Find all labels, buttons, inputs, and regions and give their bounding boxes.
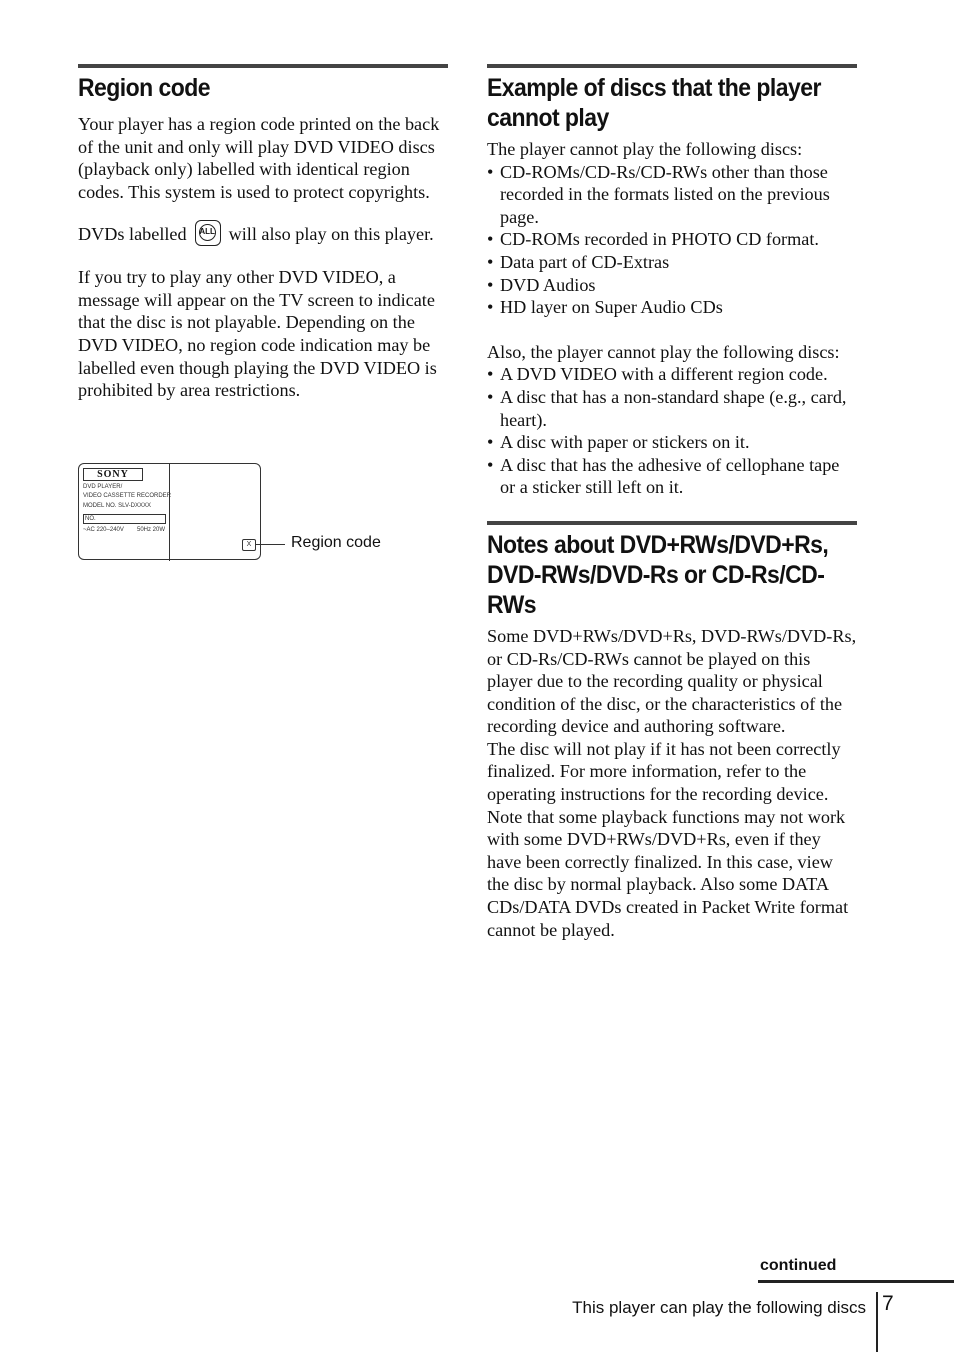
region-code-paragraph-1: Your player has a region code printed on the back of the unit and only will play DVD VIDEO discs (playback only) labelled with identical region codes. This system is used to protect copyrights. [78, 114, 440, 202]
label-hz-rating: 50Hz 20W [137, 527, 166, 533]
recordable-notes-heading: Notes about DVD+RWs/DVD+Rs, DVD-RWs/DVD-Rs or CD-Rs/CD-RWs [487, 530, 829, 619]
unplayable-discs-heading: Example of discs that the player cannot play [487, 74, 821, 132]
left-column [78, 64, 448, 402]
serial-no-box [83, 514, 166, 524]
unplayable-intro-1: The player cannot play the following discs: [487, 139, 803, 159]
continued-label: continued [760, 1257, 837, 1274]
all-region-icon [195, 220, 221, 246]
list-item: • A disc that has the adhesive of cellophane tape or a sticker still left on it. [487, 454, 857, 499]
label-model-no: MODEL NO. SLV-DXXXX [83, 503, 152, 509]
list-item: • DVD Audios [487, 274, 857, 297]
region-code-paragraph-3: If you try to play any other DVD VIDEO, a message will appear on the TV screen to indicate that the disc is not playable. Depending on the DVD VIDEO, no region code indication may be labelled even though playing the DVD VIDEO is prohibited by area restrictions. [78, 267, 437, 401]
label-divider [169, 464, 170, 561]
section-rule [487, 64, 857, 68]
right-column [487, 64, 857, 941]
region-code-body [78, 113, 448, 402]
list-item: • HD layer on Super Audio CDs [487, 296, 857, 319]
list-item: • A disc that has a non-standard shape (e.g., card, heart). [487, 386, 857, 431]
region-code-caption: Region code [291, 534, 381, 551]
all-label-text-before: DVDs labelled [78, 224, 187, 245]
region-code-label-diagram [78, 463, 408, 563]
recordable-notes-paragraph-1: Some DVD+RWs/DVD+Rs, DVD-RWs/DVD-Rs, or CD-Rs/CD-RWs cannot be played on this player due to the recording quality or physical condition of the disc, or the characteristics of the recording device and authoring software. [487, 625, 857, 737]
list-item: • CD-ROMs recorded in PHOTO CD format. [487, 228, 857, 251]
unplayable-list-1 [487, 161, 857, 319]
list-item: • Data part of CD-Extras [487, 251, 857, 274]
footer-rule [758, 1280, 954, 1283]
label-line-1: DVD PLAYER/ [83, 484, 123, 490]
list-item: • A disc with paper or stickers on it. [487, 431, 857, 454]
sony-logo: SONY [83, 468, 143, 481]
serial-no-label: NO. [85, 516, 96, 522]
page-number: 7 [882, 1292, 894, 1315]
recordable-notes-body [487, 625, 857, 941]
all-region-icon-text: ALL [199, 227, 215, 237]
unplayable-intro-2: Also, the player cannot play the following discs: [487, 341, 840, 362]
unplayable-discs-body [487, 138, 857, 499]
region-code-leader-line [255, 544, 285, 545]
list-item: • A DVD VIDEO with a different region code. [487, 363, 857, 386]
unplayable-list-2 [487, 363, 857, 499]
label-ac-rating: ~AC 220–240V [83, 527, 124, 533]
all-label-text-after: will also play on this player. [228, 224, 434, 245]
region-code-mark: X [242, 539, 256, 551]
label-line-2: VIDEO CASSETTE RECORDER [83, 493, 172, 499]
recordable-notes-paragraph-2: The disc will not play if it has not been correctly finalized. For more information, refer to the operating instructions for the recording device. Note that some playback functions may not work with some DVD+RWs/DVD+Rs, even if they have been correctly finalized. In this case, view the disc by normal playback. Also some DATA CDs/DATA DVDs created in Packet Write format cannot be played. [487, 738, 849, 940]
footer-divider [876, 1292, 878, 1352]
section-rule [78, 64, 448, 68]
region-code-heading: Region code [78, 74, 210, 102]
section-rule [487, 521, 857, 525]
section-footer-title: This player can play the following discs [572, 1298, 866, 1317]
rear-label-box [78, 463, 261, 560]
region-code-paragraph-2 [78, 223, 448, 246]
list-item: • CD-ROMs/CD-Rs/CD-RWs other than those recorded in the formats listed on the previous page. [487, 161, 857, 229]
